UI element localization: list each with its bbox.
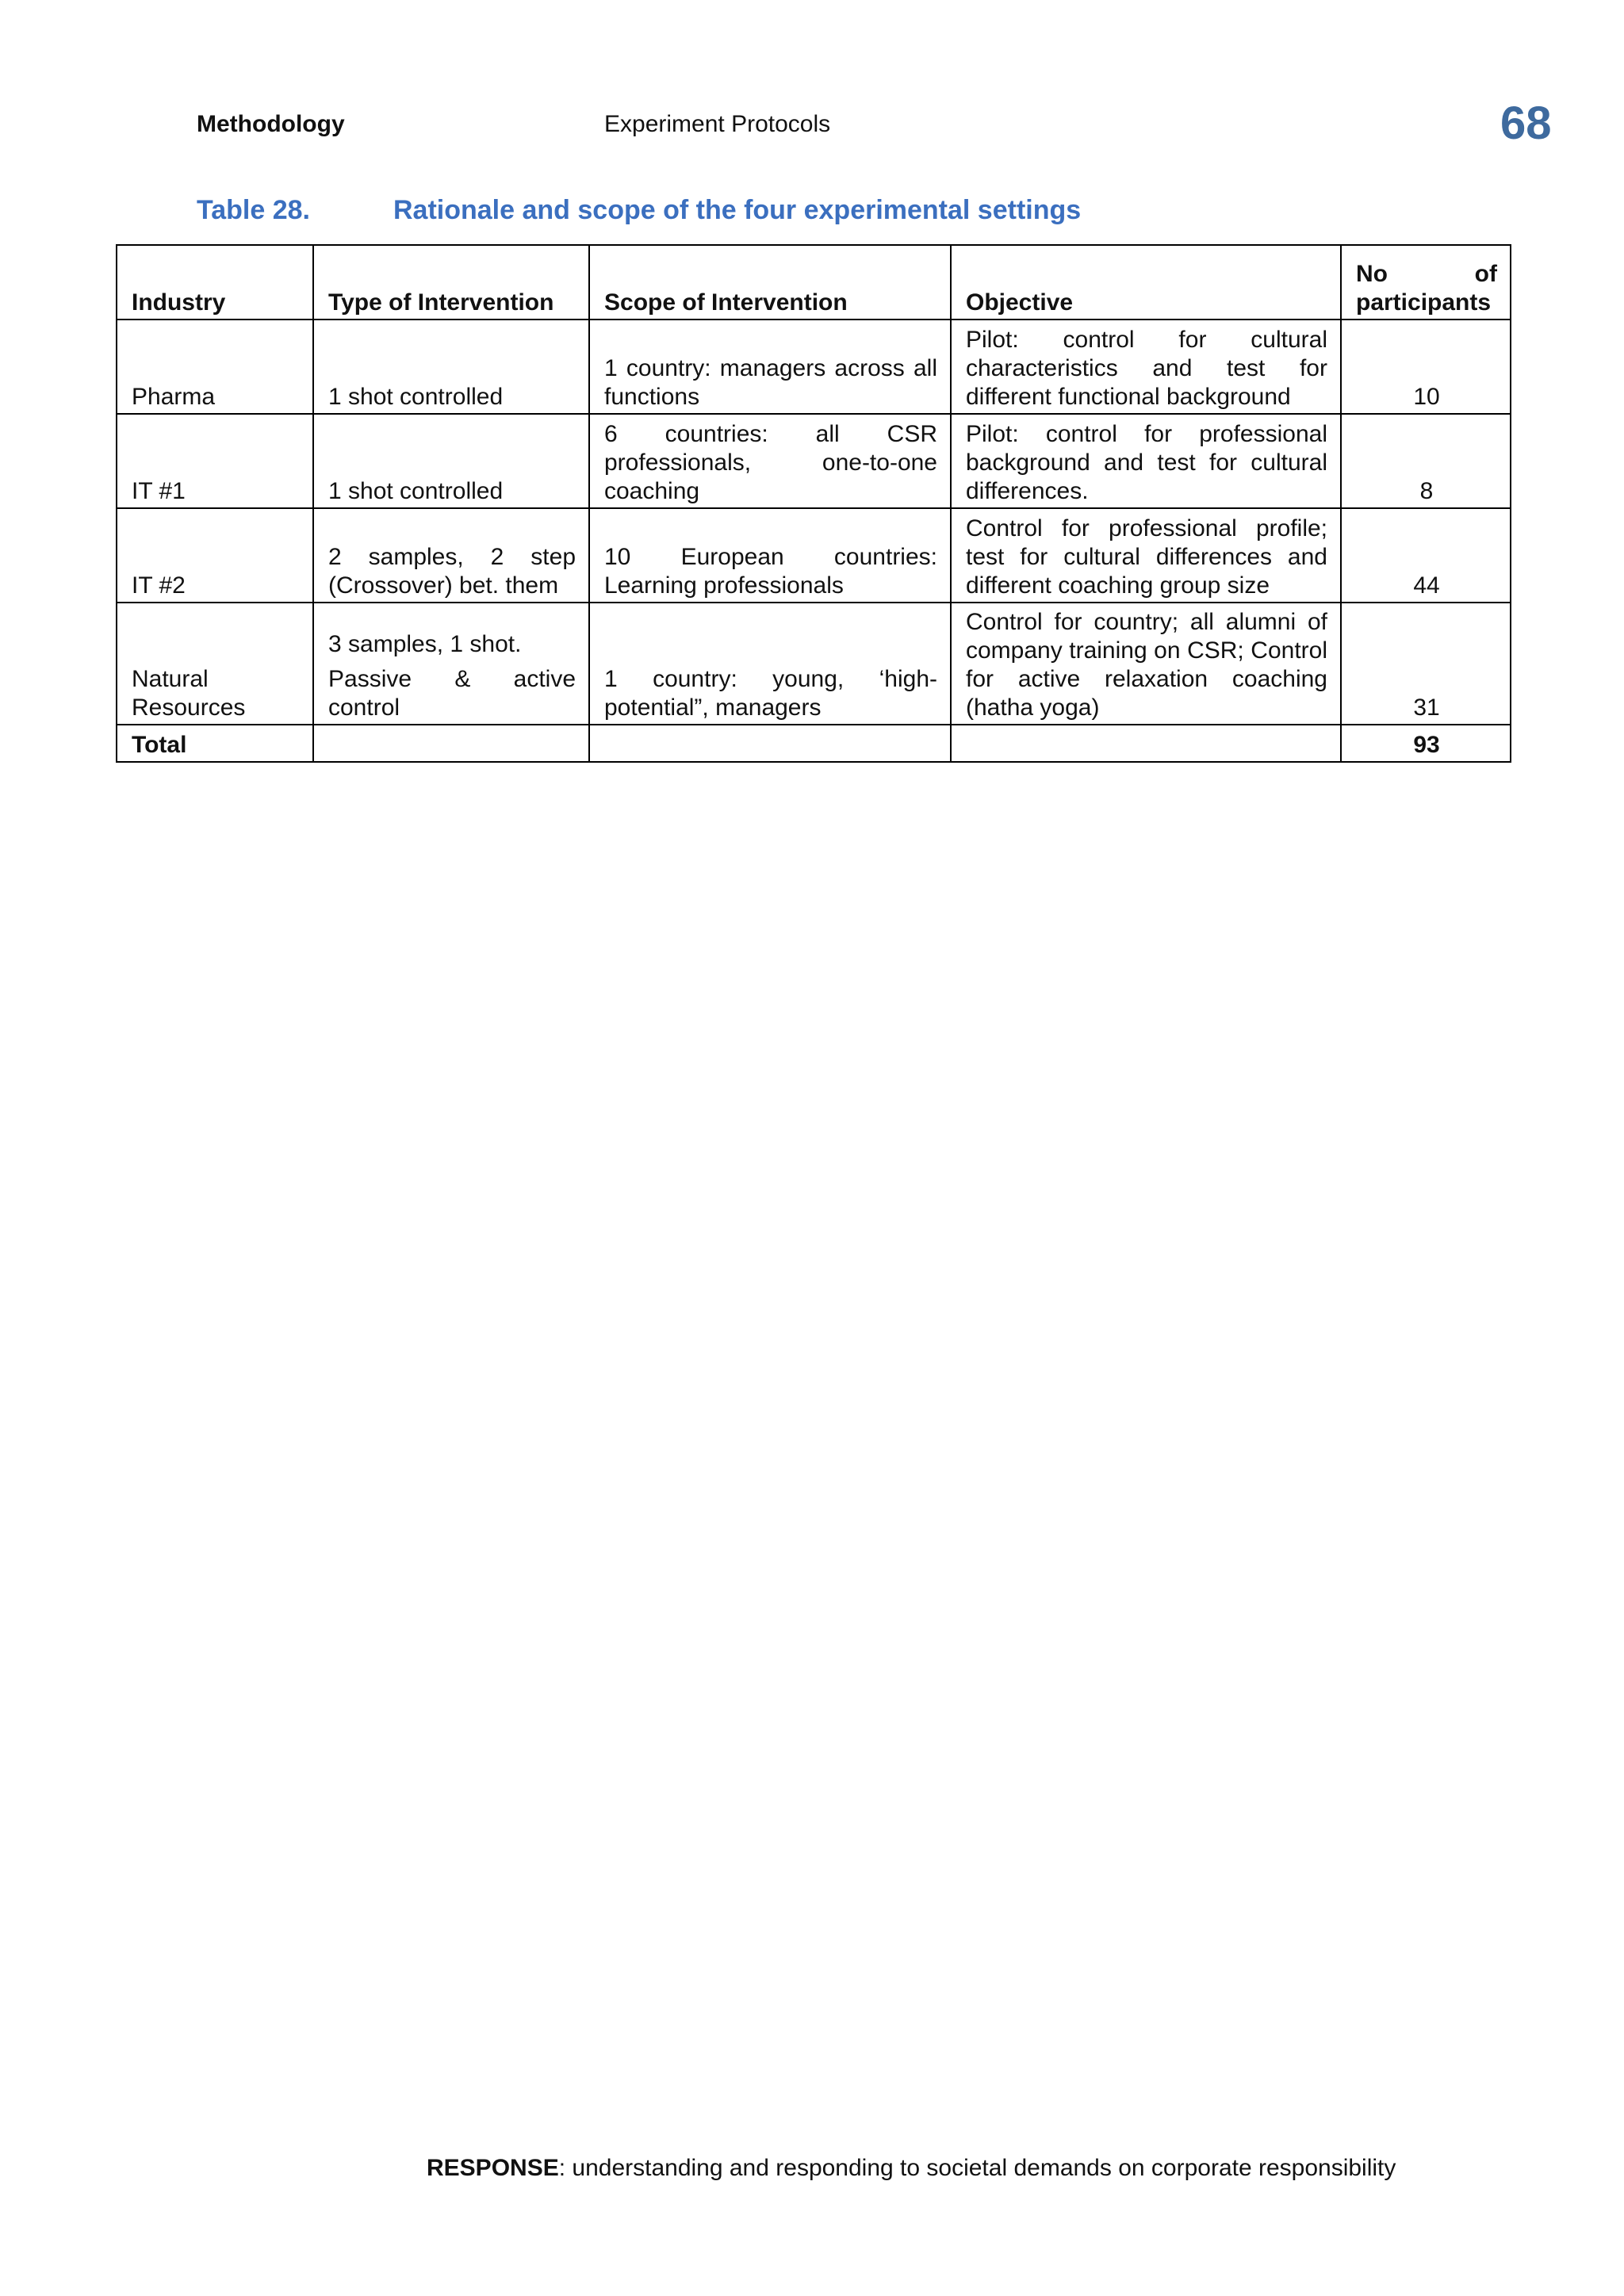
running-header-subsection: Experiment Protocols [604,111,831,137]
header-type-of-intervention: Type of Intervention [313,245,589,320]
table-header-row [117,245,1511,320]
cell-participants: 31 [1341,603,1511,725]
cell-type-line1: 3 samples, 1 shot. [328,631,522,657]
table-row [117,508,1511,603]
cell-empty [313,725,589,762]
cell-scope: 1 country: young, ‘high-potential”, managers [589,603,951,725]
header-participants [1341,245,1511,320]
cell-scope: 10 European countries: Learning professionals [589,508,951,603]
cell-participants: 10 [1341,320,1511,414]
header-objective: Objective [951,245,1341,320]
table-row [117,414,1511,508]
header-participants-line1: No of [1356,261,1497,287]
table-caption-title: Rationale and scope of the four experimental settings [393,195,1082,225]
experiment-settings-table [116,244,1511,763]
cell-empty [589,725,951,762]
cell-type: 1 shot controlled [313,414,589,508]
page-number: 68 [1500,98,1552,149]
cell-type: 2 samples, 2 step (Crossover) bet. them [313,508,589,603]
running-header-section: Methodology [197,111,345,137]
cell-total-participants: 93 [1341,725,1511,762]
cell-type-line2: Passive & active control [328,666,576,721]
cell-empty [951,725,1341,762]
cell-type [313,603,589,725]
footer-tagline: : understanding and responding to societal demands on corporate responsibility [558,2155,1396,2181]
cell-objective: Control for country; all alumni of company training on CSR; Control for active relaxation coaching (hatha yoga) [951,603,1341,725]
cell-scope: 1 country: managers across all functions [589,320,951,414]
cell-objective: Pilot: control for professional background and test for cultural differences. [951,414,1341,508]
table-row [117,320,1511,414]
cell-total-label: Total [117,725,313,762]
cell-objective: Control for professional profile; test for cultural differences and different coaching group size [951,508,1341,603]
cell-scope: 6 countries: all CSR professionals, one-to-one coaching [589,414,951,508]
footer-project-name: RESPONSE [427,2155,559,2181]
cell-industry: IT #1 [117,414,313,508]
header-scope-of-intervention: Scope of Intervention [589,245,951,320]
cell-industry: IT #2 [117,508,313,603]
cell-type: 1 shot controlled [313,320,589,414]
header-industry: Industry [117,245,313,320]
cell-industry: Natural Resources [117,603,313,725]
cell-objective: Pilot: control for cultural characteristics and test for different functional background [951,320,1341,414]
page-footer [427,2155,1396,2182]
cell-industry: Pharma [117,320,313,414]
table-caption-label: Table 28. [197,195,310,225]
table-total-row [117,725,1511,762]
header-participants-line2: participants [1356,289,1492,316]
cell-participants: 8 [1341,414,1511,508]
table-row [117,603,1511,725]
cell-participants: 44 [1341,508,1511,603]
